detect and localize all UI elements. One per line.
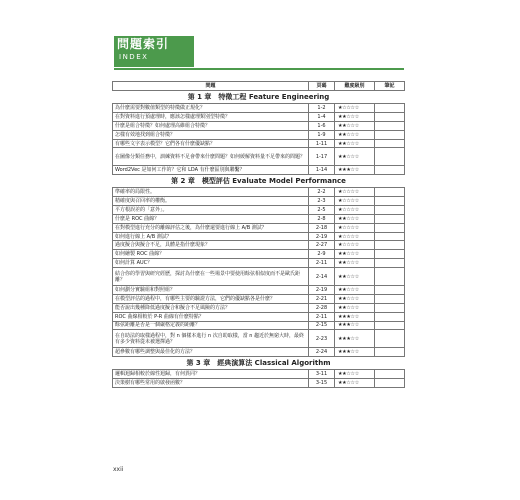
question-cell: 邏輯迴歸相較於線性迴歸，有何異同？ [113,370,309,379]
difficulty-stars: ★★☆☆☆ [335,294,375,303]
table-row [113,378,405,387]
table-row [113,241,405,250]
notes-cell [375,112,405,121]
page-cell: 1-14 [309,166,335,175]
chapter-row [113,91,405,104]
table-row [113,197,405,206]
table-row [113,321,405,330]
table-row [113,259,405,268]
chapter-row [113,175,405,188]
col-difficulty-header: 難度級別 [335,82,375,91]
question-cell: 過度擬合與擬合不足，具體是指什麼現象？ [113,241,309,250]
notes-cell [375,259,405,268]
page-cell: 2-14 [309,268,335,286]
table-row [113,214,405,223]
difficulty-stars: ★☆☆☆☆ [335,104,375,113]
question-cell: 在模型評估的過程中，有哪些主要的驗證方法，它們的優缺點各是什麼？ [113,294,309,303]
page-cell: 1-17 [309,148,335,166]
notes-cell [375,312,405,321]
notes-cell [375,370,405,379]
header-rule [114,68,404,70]
chapter-row [113,357,405,370]
difficulty-stars: ★☆☆☆☆ [335,223,375,232]
page-cell: 3-15 [309,378,335,387]
table-header-row [113,82,405,91]
question-cell: 如何計算 AUC？ [113,259,309,268]
difficulty-stars: ★★★☆☆ [335,312,375,321]
table-row [113,285,405,294]
page-cell: 2-28 [309,303,335,312]
page-cell: 2-11 [309,259,335,268]
page-cell: 2-18 [309,223,335,232]
table-row [113,330,405,348]
table-row [113,268,405,286]
difficulty-stars: ★★★☆☆ [335,321,375,330]
table-row [113,121,405,130]
question-cell: 為什麼需要對數值類型的特徵做正規化？ [113,104,309,113]
difficulty-stars: ★★☆☆☆ [335,148,375,166]
notes-cell [375,303,405,312]
notes-cell [375,321,405,330]
chapter-title: 第 2 章 模型評估 Evaluate Model Performance [113,175,405,188]
notes-cell [375,378,405,387]
table-row [113,104,405,113]
page-cell: 2-23 [309,330,335,348]
page-cell: 2-11 [309,312,335,321]
question-cell: 有哪些文字表示模型？它們各有什麼優缺點？ [113,139,309,148]
difficulty-stars: ★★☆☆☆ [335,259,375,268]
question-cell: 在對模型進行充分的離線評估之後，為什麼還要進行線上 A/B 測試？ [113,223,309,232]
page-cell: 2-19 [309,232,335,241]
difficulty-stars: ★★☆☆☆ [335,303,375,312]
difficulty-stars: ★★☆☆☆ [335,268,375,286]
difficulty-stars: ★☆☆☆☆ [335,197,375,206]
question-cell: 決策樹有哪些常用的啟發函數？ [113,378,309,387]
page-cell: 1-11 [309,139,335,148]
question-cell: 如何劃分實驗組和對照組？ [113,285,309,294]
table-row [113,223,405,232]
index-subtitle: INDEX [119,53,149,61]
page-cell: 2-9 [309,250,335,259]
difficulty-stars: ★★☆☆☆ [335,121,375,130]
page-cell: 3-11 [309,370,335,379]
question-cell: ROC 曲線相較於 P-R 曲線有什麼特點？ [113,312,309,321]
notes-cell [375,104,405,113]
notes-cell [375,232,405,241]
notes-cell [375,241,405,250]
question-cell: 在自助法的取樣過程中，對 n 個樣本進行 n 次自助取樣，當 n 趨近於無窮大時，最終有多少資料從未被選擇過？ [113,330,309,348]
page-cell: 2-8 [309,214,335,223]
page-number: xxii [113,466,124,473]
page-cell: 1-4 [309,112,335,121]
difficulty-stars: ★★☆☆☆ [335,139,375,148]
table-row [113,139,405,148]
question-cell: 準確率的局限性。 [113,188,309,197]
notes-cell [375,330,405,348]
difficulty-stars: ★☆☆☆☆ [335,205,375,214]
difficulty-stars: ★★☆☆☆ [335,378,375,387]
page-cell: 2-2 [309,188,335,197]
table-row [113,250,405,259]
difficulty-stars: ★★★☆☆ [335,330,375,348]
question-cell: Word2Vec 是如何工作的？它和 LDA 有什麼區別與聯繫？ [113,166,309,175]
table-row [113,232,405,241]
col-question-header: 問題 [113,82,309,91]
notes-cell [375,223,405,232]
question-cell: 在對資料進行預處理時，應該怎樣處理類別型特徵？ [113,112,309,121]
question-cell: 超參數有哪些調整與最佳化的方法？ [113,348,309,357]
index-title: 問題索引 [117,37,170,51]
index-body [113,91,405,388]
table-row [113,312,405,321]
notes-cell [375,214,405,223]
question-cell: 如何進行線上 A/B 測試？ [113,232,309,241]
table-row [113,188,405,197]
question-cell: 如何繪製 ROC 曲線？ [113,250,309,259]
page-cell: 1-6 [309,121,335,130]
chapter-title: 第 3 章 經典演算法 Classical Algorithm [113,357,405,370]
page-cell: 2-24 [309,348,335,357]
difficulty-stars: ★★★☆☆ [335,348,375,357]
notes-cell [375,285,405,294]
page-cell: 1-2 [309,104,335,113]
notes-cell [375,268,405,286]
notes-cell [375,197,405,206]
difficulty-stars: ★★★☆☆ [335,166,375,175]
table-row [113,112,405,121]
page-cell: 2-5 [309,205,335,214]
difficulty-stars: ★★☆☆☆ [335,112,375,121]
question-cell: 結合你的學習與研究經歷，探討為什麼在一些場景中要使用餘弦相似度而不是歐氏距離？ [113,268,309,286]
page-cell: 1-9 [309,130,335,139]
chapter-title: 第 1 章 特徵工程 Feature Engineering [113,91,405,104]
table-row [113,166,405,175]
notes-cell [375,139,405,148]
notes-cell [375,250,405,259]
difficulty-stars: ★★☆☆☆ [335,370,375,379]
page-cell: 2-15 [309,321,335,330]
difficulty-stars: ★☆☆☆☆ [335,232,375,241]
page-cell: 2-27 [309,241,335,250]
table-row [113,205,405,214]
table-row [113,130,405,139]
difficulty-stars: ★★☆☆☆ [335,214,375,223]
notes-cell [375,348,405,357]
col-page-header: 頁碼 [309,82,335,91]
page-cell: 2-21 [309,294,335,303]
table-row [113,348,405,357]
question-cell: 什麼是 ROC 曲線？ [113,214,309,223]
table-row [113,370,405,379]
question-cell: 平方根誤差的「意外」。 [113,205,309,214]
question-cell: 精確度與召回率的權衡。 [113,197,309,206]
index-table [112,81,405,388]
table-row [113,294,405,303]
notes-cell [375,205,405,214]
question-cell: 怎樣有效地找到組合特徵？ [113,130,309,139]
question-cell: 餘弦距離是否是一個嚴格定義的距離？ [113,321,309,330]
question-cell: 在圖像分類任務中，訓練資料不足會帶來什麼問題？如何緩解資料量不足帶來的問題？ [113,148,309,166]
notes-cell [375,148,405,166]
notes-cell [375,121,405,130]
notes-cell [375,188,405,197]
question-cell: 什麼是組合特徵？如何處理高維組合特徵？ [113,121,309,130]
notes-cell [375,166,405,175]
page-cell: 2-3 [309,197,335,206]
question-cell: 能否說出幾種降低過度擬合和擬合不足風險的方法？ [113,303,309,312]
col-notes-header: 筆記 [375,82,405,91]
difficulty-stars: ★★☆☆☆ [335,250,375,259]
difficulty-stars: ★★☆☆☆ [335,285,375,294]
notes-cell [375,130,405,139]
page-cell: 2-19 [309,285,335,294]
difficulty-stars: ★☆☆☆☆ [335,241,375,250]
table-row [113,148,405,166]
notes-cell [375,294,405,303]
difficulty-stars: ★★☆☆☆ [335,130,375,139]
table-row [113,303,405,312]
difficulty-stars: ★☆☆☆☆ [335,188,375,197]
